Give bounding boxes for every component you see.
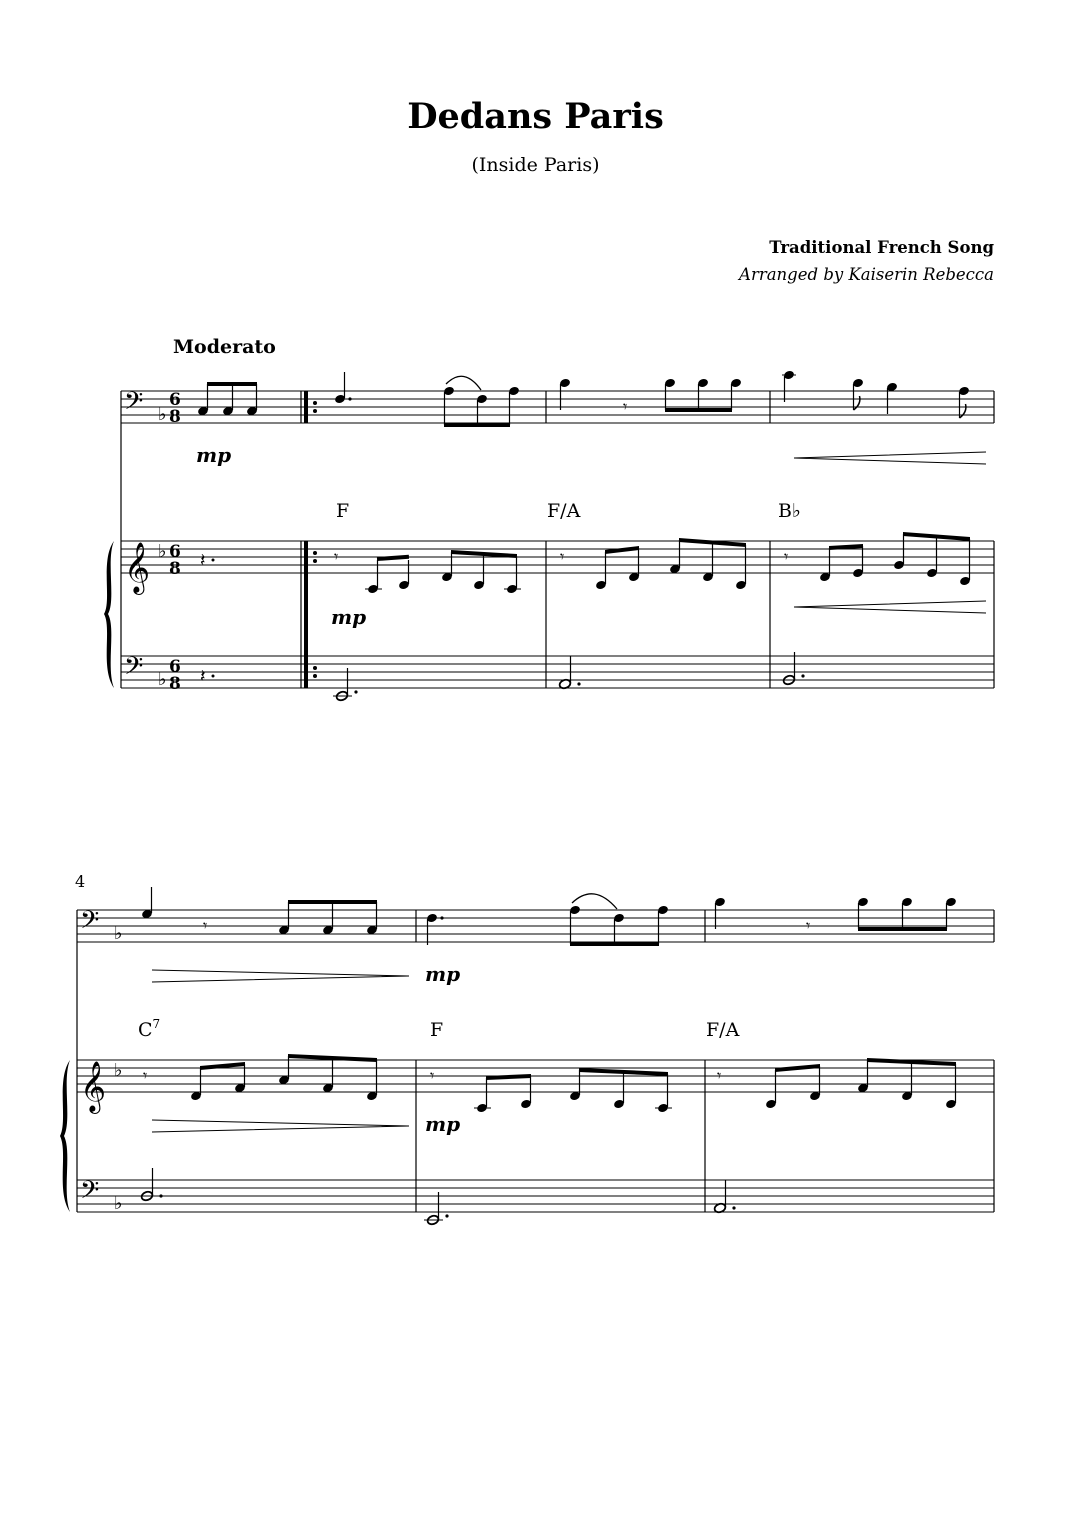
- eighth-rest-icon: 𝄾: [717, 1066, 722, 1085]
- treble-clef-icon: 𝄞: [80, 1061, 107, 1112]
- chord-symbol: F: [430, 1019, 444, 1041]
- bass-clef-icon: 𝄢: [80, 1176, 100, 1211]
- svg-text:8: 8: [169, 407, 181, 427]
- eighth-rest-icon: 𝄾: [806, 916, 811, 935]
- arranger-credit: Arranged by Kaiserin Rebecca: [739, 265, 994, 284]
- page-title: Dedans Paris: [407, 96, 664, 137]
- svg-text:8: 8: [169, 674, 181, 694]
- solo-dynamic: mp: [196, 443, 232, 467]
- brace-icon: [60, 1060, 70, 1212]
- decrescendo-hairpin: [794, 452, 986, 464]
- decrescendo-hairpin: [152, 1120, 409, 1132]
- chord-symbol: B♭: [778, 500, 801, 522]
- svg-text:6: 6: [169, 390, 181, 410]
- piano-dynamic: mp: [425, 1112, 461, 1136]
- decrescendo-hairpin: [152, 970, 409, 982]
- solo-measure-5: [426, 894, 669, 946]
- brace-icon: [104, 541, 114, 688]
- dotted-quarter-rest-icon: 𝄽: [200, 550, 206, 571]
- system-2: [60, 872, 994, 1226]
- piano-treble-measure-4: [143, 1054, 378, 1101]
- flat-icon: ♭: [114, 1193, 123, 1214]
- eighth-rest-icon: 𝄾: [784, 547, 789, 566]
- solo-measure-2: [559, 378, 742, 416]
- bass-clef-icon: 𝄢: [124, 387, 144, 422]
- eighth-rest-icon: 𝄾: [203, 916, 208, 935]
- eighth-rest-icon: 𝄾: [430, 1066, 435, 1085]
- svg-text:6: 6: [169, 657, 181, 677]
- piano-treble-measure-2: [560, 538, 747, 590]
- eighth-rest-icon: 𝄾: [560, 547, 565, 566]
- piano-treble-measure-5: [430, 1066, 672, 1113]
- treble-clef-icon: 𝄞: [124, 542, 151, 593]
- piano-dynamic: mp: [331, 605, 367, 629]
- svg-text:6: 6: [169, 542, 181, 562]
- time-signature: [169, 390, 181, 694]
- solo-staff-2: [77, 910, 994, 942]
- barlines: [546, 391, 994, 688]
- flat-icon: ♭: [114, 1060, 123, 1081]
- flat-icon: ♭: [158, 669, 167, 690]
- piano-treble-measure-1: [334, 547, 521, 594]
- piano-bass-staff-1: [121, 656, 994, 688]
- bass-clef-icon: 𝄢: [80, 906, 100, 941]
- tempo-marking: Moderato: [173, 336, 276, 358]
- system-1: [104, 370, 994, 702]
- chord-symbol: $C^7$: [138, 1017, 161, 1041]
- eighth-rest-icon: 𝄾: [334, 547, 339, 566]
- piano-treble-measure-3: [784, 532, 971, 586]
- piano-bass-notes-1: [333, 652, 805, 702]
- solo-measure-3: [782, 370, 970, 418]
- solo-measure-6: [714, 897, 957, 935]
- solo-staff-1: [121, 391, 994, 423]
- crescendo-hairpin: [794, 601, 986, 613]
- page-subtitle: (Inside Paris): [471, 154, 600, 176]
- solo-measure-4: [141, 887, 378, 935]
- repeat-sign-icon: [301, 391, 317, 688]
- measure-number: 4: [75, 872, 86, 891]
- solo-dynamic: mp: [425, 962, 461, 986]
- dotted-quarter-rest-icon: 𝄽: [200, 666, 206, 687]
- eighth-rest-icon: 𝄾: [623, 397, 628, 416]
- chord-symbol: F/A: [547, 500, 581, 522]
- composer-credit: Traditional French Song: [769, 238, 994, 257]
- piano-bass-staff-2: [77, 1180, 994, 1212]
- bass-clef-icon: 𝄢: [124, 652, 144, 687]
- piano-bass-notes-2: [140, 1168, 735, 1226]
- flat-icon: ♭: [158, 541, 167, 562]
- flat-icon: ♭: [158, 404, 167, 425]
- chord-symbol: F/A: [706, 1019, 740, 1041]
- chord-symbol: F: [336, 500, 350, 522]
- eighth-rest-icon: 𝄾: [143, 1066, 148, 1085]
- svg-text:8: 8: [169, 559, 181, 579]
- flat-icon: ♭: [114, 923, 123, 944]
